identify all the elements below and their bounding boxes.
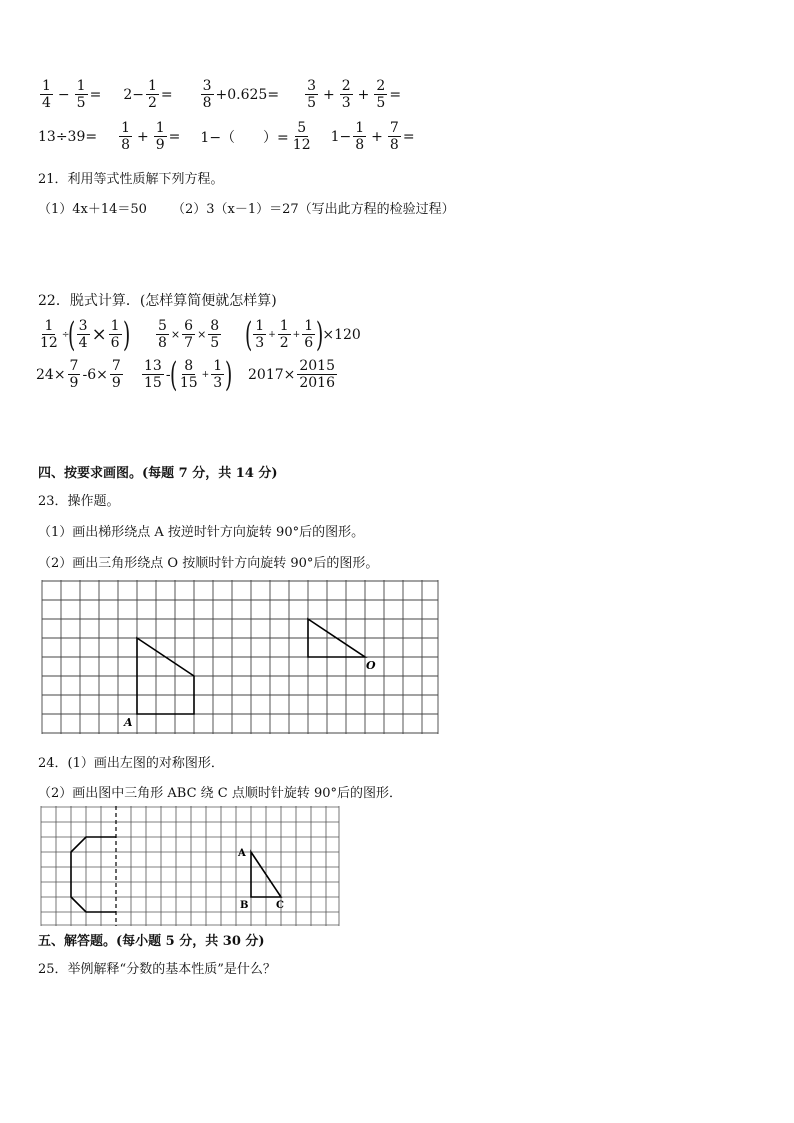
- q22-expression-3: ( $\frac{1}{3}$ + $\frac{1}{2}$ + $\frac{1}{6}$ ) ×120: [244, 314, 361, 355]
- point-c-label: C: [276, 900, 284, 911]
- fraction: $\frac{3}{5}$: [307, 78, 316, 111]
- fraction: $\frac{5}{12}$: [292, 120, 311, 153]
- fraction: $\frac{1}{8}$: [121, 120, 131, 153]
- fraction: $\frac{2}{3}$: [341, 78, 351, 111]
- fraction: $\frac{1}{9}$: [155, 120, 165, 153]
- q25-title: 25．举例解释“分数的基本性质”是什么？: [38, 962, 276, 977]
- q24-part2: （2）画出图中三角形 ABC 绕 C 点顺时针旋转 90°后的图形．: [38, 786, 403, 801]
- section-5-title: 五、解答题。(每小题 5 分，共 30 分): [38, 934, 265, 949]
- calc-row-1: $\frac{1}{4}$ − $\frac{1}{5}$ = 2− $\frac{1}{2}$ = $\frac{3}{8}$ +0.625= $\frac{3}{5}$ + $\frac{2}{3}$ + $\frac{2}{5}$ =: [42, 78, 402, 111]
- section-4-title: 四、按要求画图。(每题 7 分，共 14 分): [38, 466, 278, 481]
- fraction: $\frac{1}{8}$: [355, 120, 365, 153]
- q24-part1: 24．(1）画出左图的对称图形．: [38, 756, 224, 771]
- fraction: $\frac{1}{2}$: [147, 78, 157, 111]
- q24-grid-figure: [38, 804, 342, 928]
- fraction: $\frac{1}{5}$: [76, 78, 86, 111]
- q23-grid-figure: [40, 580, 440, 736]
- point-a-label: A: [238, 848, 246, 859]
- q23-part1: （1）画出梯形绕点 A 按逆时针方向旋转 90°后的图形。: [38, 525, 365, 540]
- fraction: $\frac{3}{8}$: [202, 78, 212, 111]
- calc-row-2: 13÷39= $\frac{1}{8}$ + $\frac{1}{9}$ = 1−（ ）= $\frac{5}{12}$ 1− $\frac{1}{8}$ + $\frac{7}{8}$ =: [38, 120, 415, 153]
- q21-part2: （2）3（x－1）＝27（写出此方程的检验过程）: [172, 202, 455, 217]
- fraction: $\frac{7}{8}$: [389, 120, 399, 153]
- q22-title: 22．脱式计算．(怎样算简便就怎样算): [38, 293, 277, 309]
- q23-title: 23．操作题。: [38, 494, 120, 509]
- point-b-label: B: [240, 900, 249, 911]
- fraction: $\frac{1}{4}$: [42, 78, 51, 111]
- half-polygon-shape: [71, 837, 116, 912]
- q22-expression-2: $\frac{5}{8}$ × $\frac{6}{7}$ × $\frac{8}{5}$: [158, 318, 220, 351]
- point-o-label: O: [366, 659, 376, 672]
- q22-expression-6: 2017× $\frac{2015}{2016}$: [248, 358, 335, 391]
- fraction: $\frac{2}{5}$: [376, 78, 386, 111]
- q22-expression-4: 24× $\frac{7}{9}$ -6× $\frac{7}{9}$: [36, 358, 121, 391]
- q21-part1: （1）4x＋14＝50: [38, 202, 147, 217]
- q22-expression-5: $\frac{13}{15}$ - ( $\frac{8}{15}$ + $\frac{1}{3}$ ): [144, 354, 233, 395]
- q21-title: 21．利用等式性质解下列方程。: [38, 172, 224, 187]
- point-a-label: A: [124, 716, 133, 729]
- q23-part2: （2）画出三角形绕点 O 按顺时针方向旋转 90°后的图形。: [38, 556, 379, 571]
- q22-expression-1: $\frac{1}{12}$ ÷ ( $\frac{3}{4}$ × $\frac{1}{6}$ ): [40, 314, 130, 355]
